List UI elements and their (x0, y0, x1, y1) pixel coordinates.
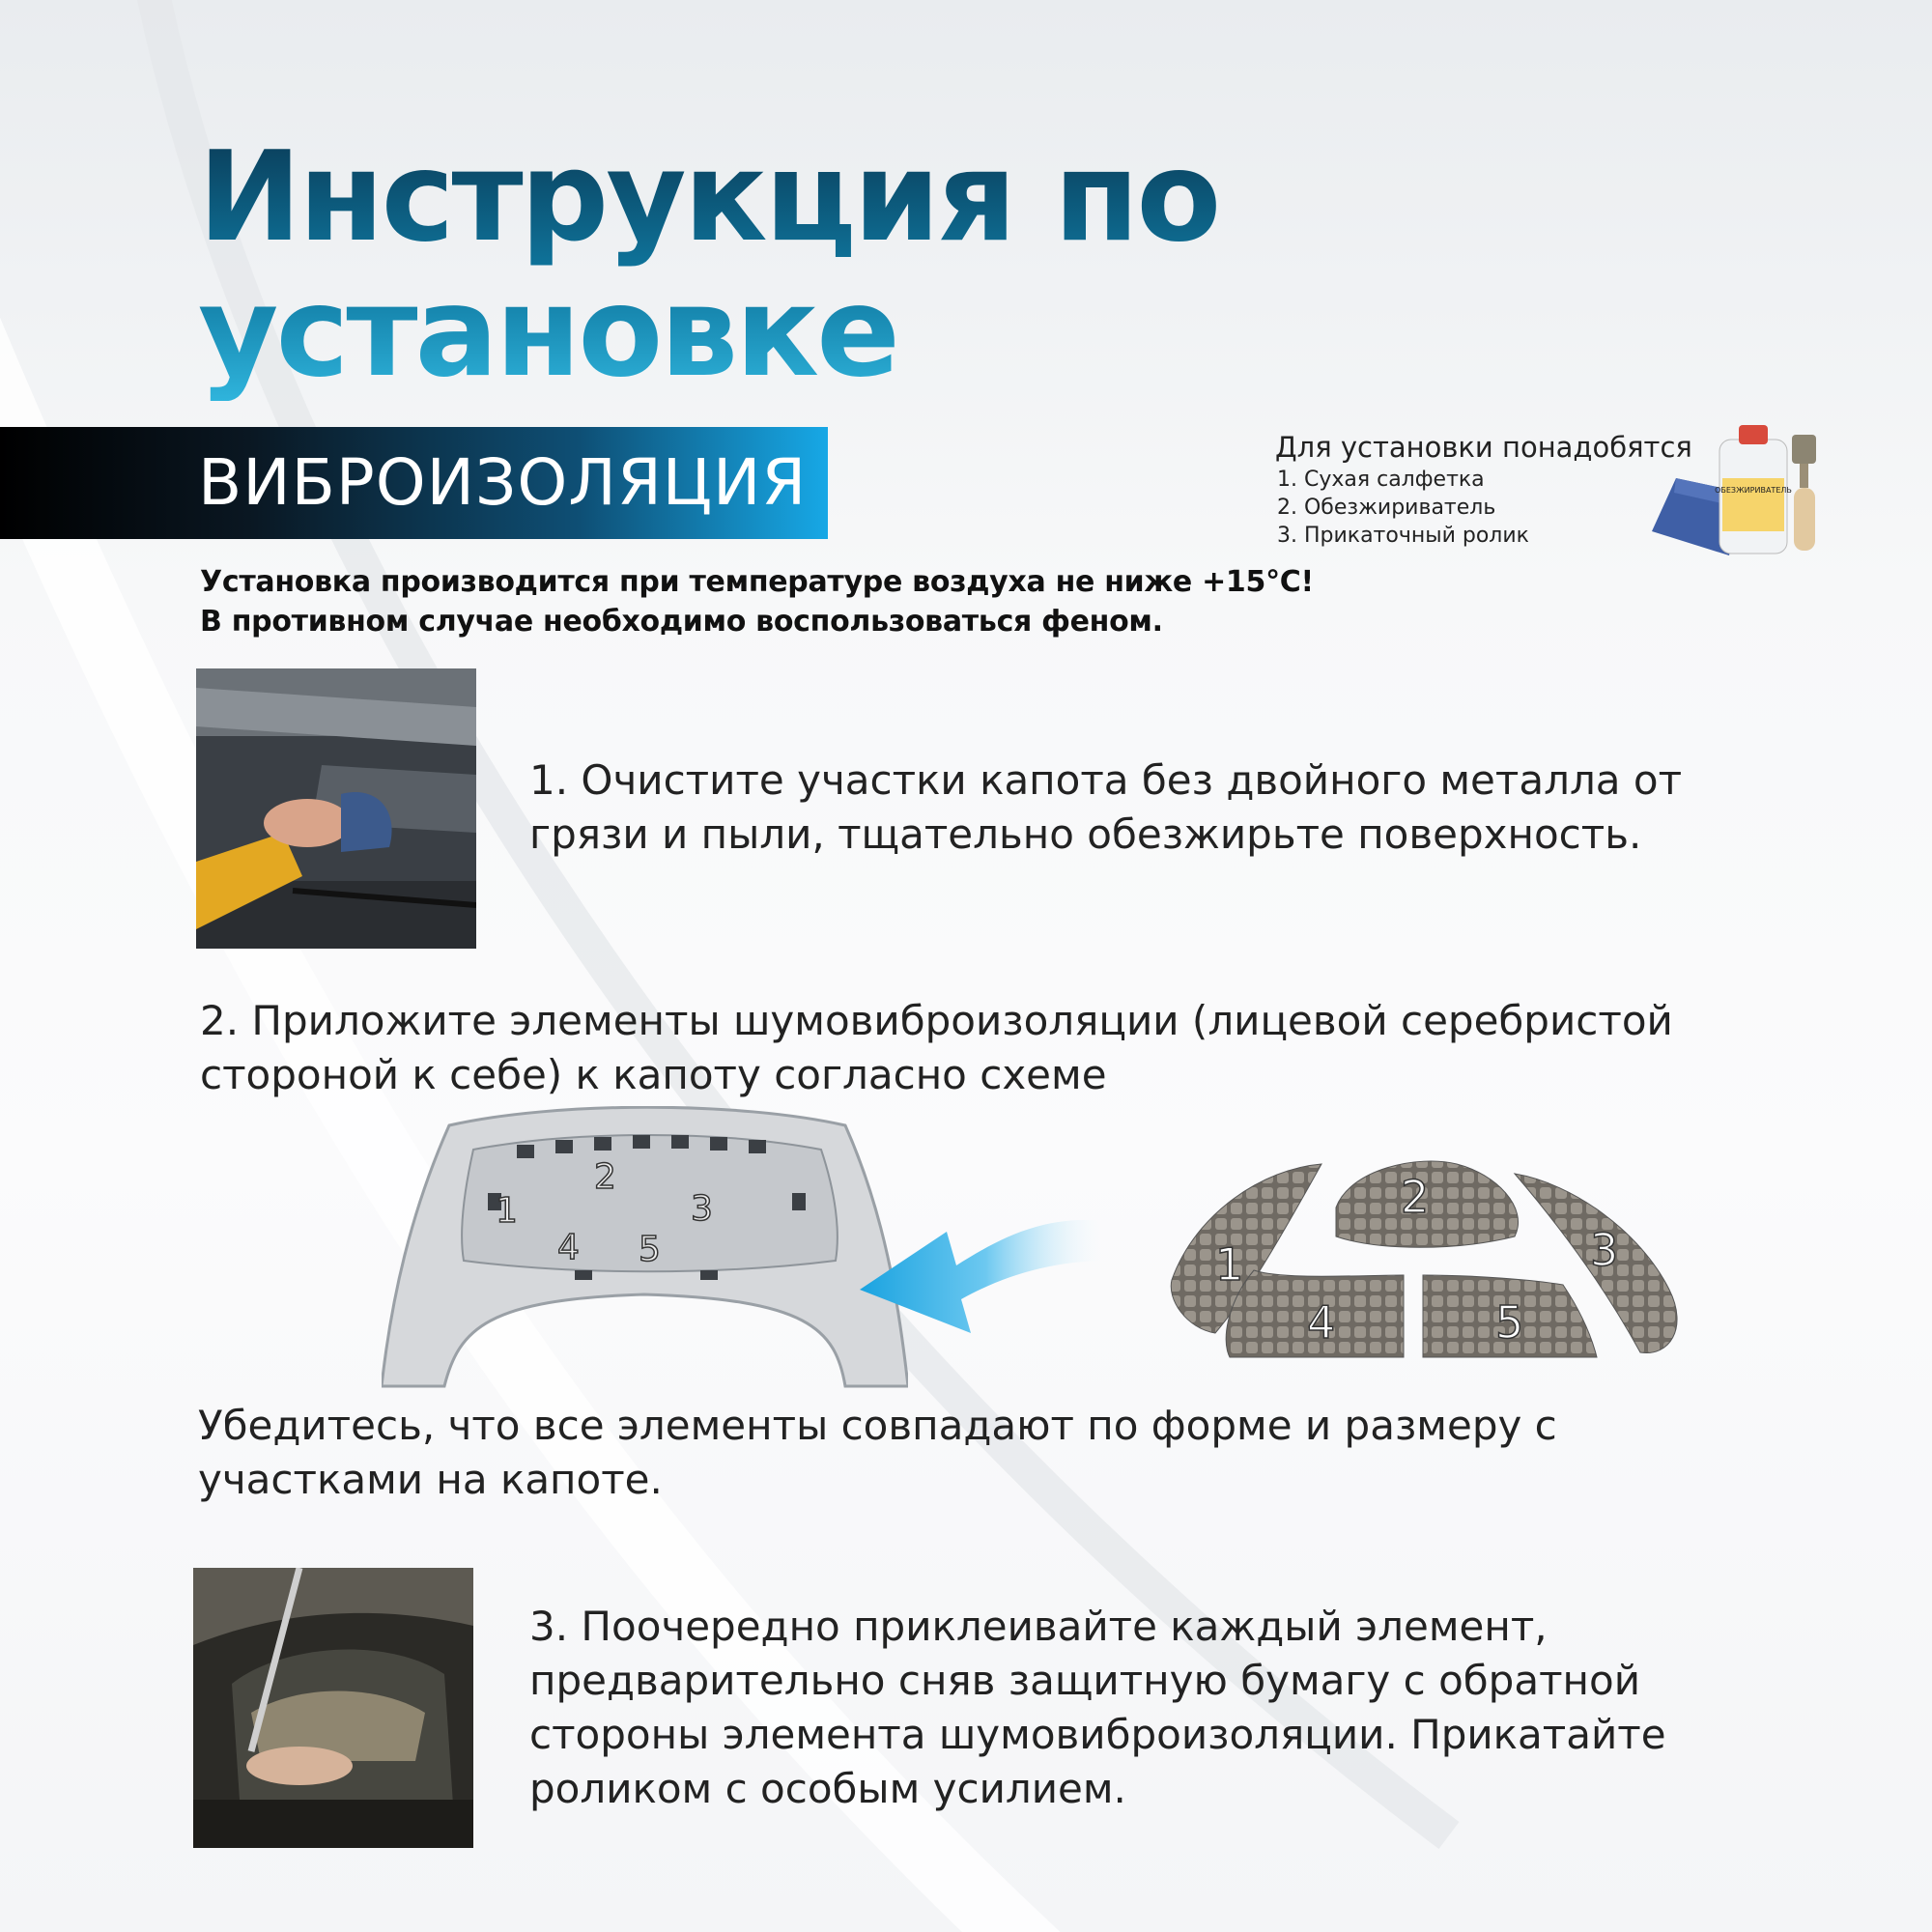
step3-line-4: роликом с особым усилием. (529, 1765, 1126, 1812)
hood-label-4: 4 (557, 1228, 580, 1267)
tools-list (1277, 466, 1529, 550)
tools-item: 1. Сухая салфетка (1277, 468, 1485, 492)
tools-image (1647, 425, 1821, 560)
piece-label-1: 1 (1215, 1238, 1244, 1291)
step3-photo (193, 1568, 473, 1848)
hood-label-3: 3 (691, 1189, 713, 1229)
note-line-2: участками на капоте. (198, 1456, 663, 1503)
tools-item: 2. Обезжириватель (1277, 496, 1496, 520)
page-title (198, 126, 1357, 405)
warning-line-1: Установка производится при температуре воздуха не ниже +15°С! (200, 565, 1314, 599)
step2-text (200, 994, 1919, 1102)
step3-line-3: стороны элемента шумовиброизоляции. Прикатайте (529, 1711, 1666, 1758)
hood-label-1: 1 (496, 1191, 518, 1231)
step3-line-2: предварительно сняв защитную бумагу с обратной (529, 1657, 1640, 1704)
hood-label-5: 5 (639, 1230, 661, 1269)
piece-label-3: 3 (1590, 1224, 1619, 1276)
step1-photo (196, 668, 476, 949)
piece-label-2: 2 (1401, 1171, 1430, 1223)
direction-arrow-icon (850, 1203, 1111, 1338)
step1-line-2: грязи и пыли, тщательно обезжирьте поверхность. (529, 810, 1642, 858)
bottle-label: ОБЕЗЖИРИВАТЕЛЬ (1715, 486, 1792, 495)
piece-label-4: 4 (1307, 1296, 1336, 1349)
piece-label-5: 5 (1495, 1296, 1524, 1349)
tools-title: Для установки понадобятся (1275, 431, 1692, 464)
tools-item: 3. Прикаточный ролик (1277, 524, 1529, 548)
temperature-warning (200, 562, 1314, 641)
hood-diagram (382, 1106, 908, 1391)
section-banner-label: ВИБРОИЗОЛЯЦИЯ (198, 445, 808, 520)
step3-line-1: 3. Поочередно приклеивайте каждый элемент, (529, 1603, 1548, 1650)
step2-line-2: стороной к себе) к капоту согласно схеме (200, 1051, 1107, 1098)
step2-line-1: 2. Приложите элементы шумовиброизоляции (лицевой серебристой (200, 997, 1673, 1044)
title-line-1: Инструкция по (198, 126, 1219, 270)
title-line-2: установке (198, 261, 897, 405)
match-note (198, 1399, 1763, 1507)
note-line-1: Убедитесь, что все элементы совпадают по форме и размеру с (198, 1402, 1557, 1449)
step1-text (529, 753, 1862, 862)
warning-line-2: В противном случае необходимо воспользоваться феном. (200, 605, 1163, 639)
bottle-cap-icon (1739, 425, 1768, 444)
hood-label-2: 2 (594, 1157, 616, 1197)
pieces-diagram (1167, 1154, 1698, 1378)
step3-text (529, 1600, 1901, 1816)
step1-line-1: 1. Очистите участки капота без двойного металла от (529, 756, 1683, 804)
